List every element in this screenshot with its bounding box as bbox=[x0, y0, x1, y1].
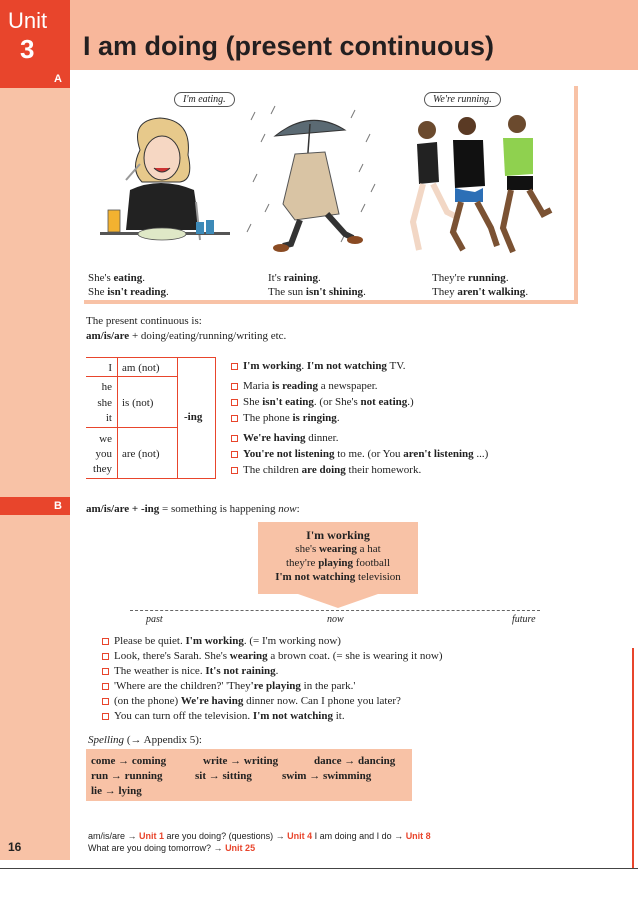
unit-reference-link[interactable]: Unit 8 bbox=[405, 831, 431, 841]
example-sentence bbox=[231, 360, 488, 373]
now-example: they're playing football bbox=[285, 557, 391, 569]
bullet-box bbox=[102, 653, 109, 660]
bullet-box bbox=[231, 467, 238, 474]
spelling-item: sit → sitting bbox=[195, 770, 252, 782]
section-b-intro: am/is/are + -ing = something is happening now: bbox=[86, 503, 300, 515]
bullet-box bbox=[102, 683, 109, 690]
spelling-heading: Spelling (→ Appendix 5): bbox=[88, 734, 202, 746]
caption-running-2: They aren't walking. bbox=[432, 286, 529, 298]
unit-reference-link[interactable]: Unit 1 bbox=[139, 831, 165, 841]
footer-text: am/is/are → bbox=[88, 831, 140, 841]
example-emphasis: I'm working bbox=[185, 635, 244, 647]
example-emphasis: We're having bbox=[243, 432, 306, 444]
spelling-item: write → writing bbox=[203, 755, 279, 767]
left-margin-column bbox=[0, 70, 70, 860]
example-text: dinner. bbox=[305, 432, 339, 444]
example-text: . bbox=[336, 412, 340, 424]
example-text: . bbox=[275, 665, 279, 677]
example-emphasis: is ringing bbox=[292, 412, 337, 424]
example-text: You can turn off the television. bbox=[114, 710, 253, 722]
timeline-line bbox=[130, 610, 540, 611]
unit-number: 3 bbox=[20, 34, 35, 64]
example-text: The weather is nice. bbox=[114, 665, 206, 677]
example-emphasis: is reading bbox=[272, 380, 318, 392]
spelling-item: swim → swimming bbox=[282, 770, 372, 782]
subject-he: he bbox=[101, 381, 112, 393]
bullet-box bbox=[231, 399, 238, 406]
now-examples-box bbox=[258, 522, 418, 594]
example-sentence bbox=[102, 710, 443, 723]
example-emphasis: It's not raining bbox=[205, 665, 276, 677]
example-sentence bbox=[102, 635, 443, 648]
bullet-box bbox=[102, 698, 109, 705]
bullet-box bbox=[231, 383, 238, 390]
example-sentence bbox=[231, 448, 488, 461]
unit-reference-link[interactable]: Unit 25 bbox=[225, 843, 256, 853]
page-title: I am doing (present continuous) bbox=[83, 31, 494, 61]
timeline-now-label: now bbox=[327, 614, 344, 625]
footer-cross-references-line2 bbox=[88, 842, 255, 854]
example-text: . (or She's bbox=[313, 396, 361, 408]
bullet-box bbox=[231, 435, 238, 442]
example-sentence bbox=[102, 695, 443, 708]
example-text: in the park.' bbox=[300, 680, 356, 692]
spelling-item: dance → dancing bbox=[314, 755, 396, 767]
bullet-box bbox=[102, 713, 109, 720]
footer-text: are you doing? (questions) → bbox=[164, 831, 288, 841]
now-example: I'm working bbox=[306, 528, 370, 542]
example-text: TV. bbox=[386, 360, 406, 372]
example-text: to me. (or You bbox=[334, 448, 404, 460]
example-text: .) bbox=[407, 396, 414, 408]
section-a-formula: am/is/are + doing/eating/running/writing etc. bbox=[86, 330, 287, 342]
example-text: (on the phone) bbox=[114, 695, 181, 707]
section-a-tab: A bbox=[0, 70, 70, 88]
example-sentence bbox=[231, 432, 488, 445]
verb-is: is (not) bbox=[122, 397, 154, 409]
subject-i: I bbox=[108, 362, 112, 374]
example-emphasis: We're having bbox=[180, 695, 244, 707]
example-text: She bbox=[243, 396, 263, 408]
example-emphasis: I'm not watching bbox=[306, 360, 387, 372]
now-example: she's wearing a hat bbox=[295, 543, 381, 555]
bullet-box bbox=[231, 415, 238, 422]
example-text: Look, there's Sarah. She's bbox=[114, 650, 230, 662]
bullet-box bbox=[102, 638, 109, 645]
subject-they: they bbox=[93, 463, 112, 475]
conjugation-row-divider bbox=[86, 427, 178, 428]
example-text: . bbox=[301, 360, 307, 372]
subject-she: she bbox=[97, 397, 112, 409]
section-a-intro: The present continuous is: bbox=[86, 315, 202, 327]
now-example: I'm not watching television bbox=[275, 571, 401, 583]
example-emphasis: aren't listening bbox=[403, 448, 474, 460]
page-number: 16 bbox=[8, 840, 22, 854]
subject-it: it bbox=[105, 412, 112, 424]
example-text: 'Where are the children?' 'They bbox=[114, 680, 251, 692]
example-text: Please be quiet. bbox=[114, 635, 186, 647]
section-b-tab: B bbox=[0, 497, 70, 515]
example-emphasis: wearing bbox=[229, 650, 268, 662]
bottom-rule bbox=[0, 868, 638, 869]
bullet-box bbox=[102, 668, 109, 675]
right-edge-line bbox=[632, 648, 634, 868]
timeline-future-label: future bbox=[512, 614, 536, 625]
bullet-box bbox=[231, 363, 238, 370]
subject-we: we bbox=[99, 433, 112, 445]
example-text: . (= I'm working now) bbox=[243, 635, 341, 647]
example-sentence bbox=[231, 464, 488, 477]
example-emphasis: isn't eating bbox=[262, 396, 314, 408]
timeline-past-label: past bbox=[146, 614, 163, 625]
example-text: their homework. bbox=[345, 464, 422, 476]
verb-are: are (not) bbox=[122, 448, 160, 460]
example-text: a brown coat. (= she is wearing it now) bbox=[267, 650, 443, 662]
caption-eating-1: She's eating. bbox=[88, 272, 145, 284]
caption-raining-1: It's raining. bbox=[268, 272, 321, 284]
woman-eating-illustration bbox=[100, 110, 230, 260]
caption-eating-2: She isn't reading. bbox=[88, 286, 169, 298]
example-sentence bbox=[102, 650, 443, 663]
example-text: Maria bbox=[243, 380, 273, 392]
verb-am: am (not) bbox=[122, 362, 160, 374]
conjugation-row-divider bbox=[86, 376, 178, 377]
example-emphasis: not eating bbox=[360, 396, 408, 408]
runners-illustration bbox=[405, 110, 565, 265]
example-text: a newspaper. bbox=[317, 380, 378, 392]
example-text: dinner now. Can I phone you later? bbox=[243, 695, 401, 707]
spelling-item: run → running bbox=[91, 770, 163, 782]
example-text: it. bbox=[332, 710, 345, 722]
example-emphasis: 're playing bbox=[250, 680, 301, 692]
example-sentence bbox=[231, 396, 488, 409]
example-text: The children bbox=[243, 464, 302, 476]
example-emphasis: I'm working bbox=[243, 360, 302, 372]
ing-suffix: -ing bbox=[184, 411, 203, 423]
example-emphasis: You're not listening bbox=[243, 448, 335, 460]
man-in-rain-illustration bbox=[245, 104, 385, 264]
footer-text: What are you doing tomorrow? → bbox=[88, 843, 226, 853]
now-pointer-arrow bbox=[298, 594, 378, 608]
unit-label: Unit bbox=[8, 8, 48, 33]
unit-reference-link[interactable]: Unit 4 bbox=[287, 831, 313, 841]
example-emphasis: I'm not watching bbox=[252, 710, 333, 722]
example-sentence bbox=[231, 412, 488, 425]
example-text: ...) bbox=[473, 448, 489, 460]
example-text: The phone bbox=[243, 412, 293, 424]
spelling-item: lie → lying bbox=[91, 785, 142, 797]
example-sentence bbox=[231, 380, 488, 393]
caption-running-1: They're running. bbox=[432, 272, 509, 284]
bullet-box bbox=[231, 451, 238, 458]
example-sentence bbox=[102, 680, 443, 693]
footer-text: I am doing and I do → bbox=[312, 831, 406, 841]
caption-raining-2: The sun isn't shining. bbox=[268, 286, 366, 298]
speech-bubble-running: We're running. bbox=[424, 92, 501, 107]
section-a-examples bbox=[231, 360, 488, 477]
footer-cross-references-line1 bbox=[88, 830, 431, 842]
spelling-item: come → coming bbox=[91, 755, 167, 767]
section-b-examples bbox=[102, 635, 443, 723]
subject-you: you bbox=[95, 448, 112, 460]
example-emphasis: are doing bbox=[301, 464, 346, 476]
example-sentence bbox=[102, 665, 443, 678]
speech-bubble-eating: I'm eating. bbox=[174, 92, 235, 107]
